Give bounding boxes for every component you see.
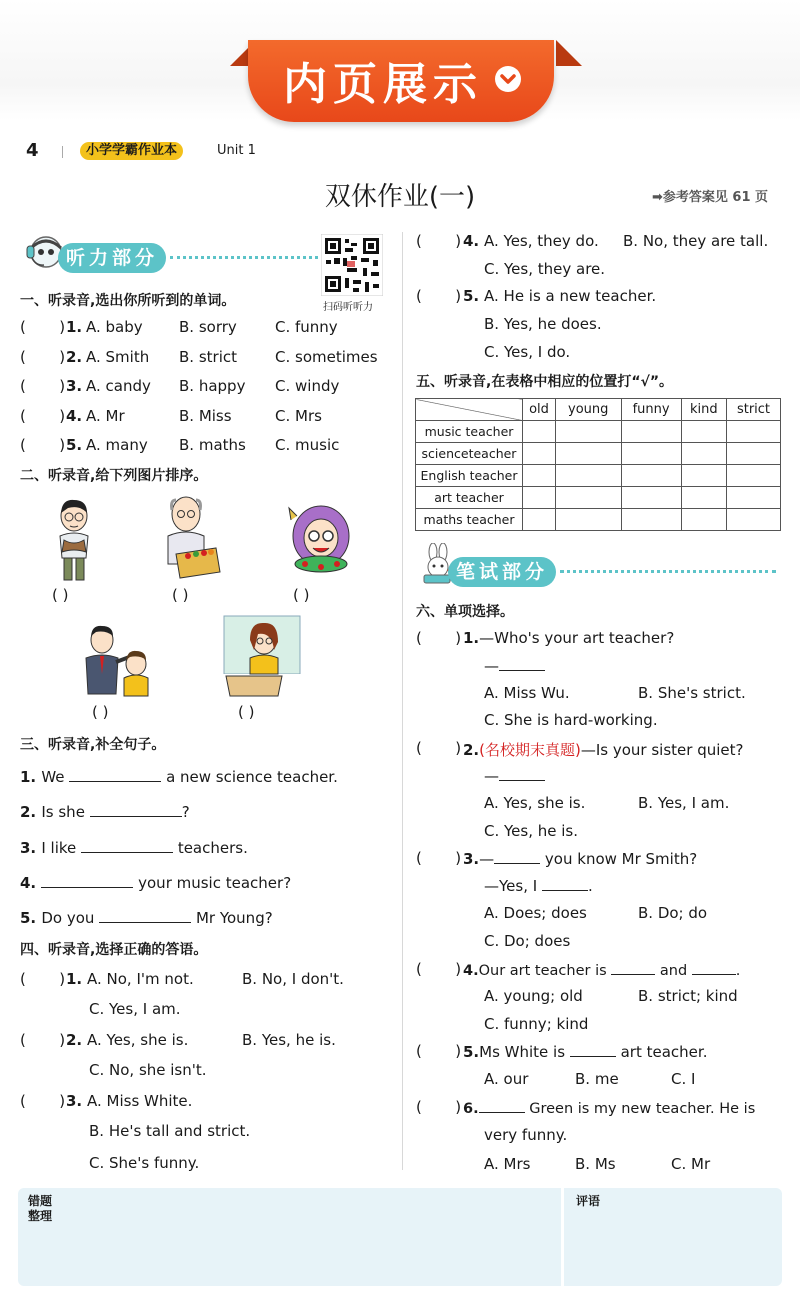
question-number: 2. xyxy=(66,347,83,366)
table-row-header: English teacher xyxy=(416,465,523,487)
part5-title: 五、听录音,在表格中相应的位置打“√”。 xyxy=(416,374,674,390)
picture-order-bracket[interactable]: ( ) xyxy=(293,586,310,604)
option-a[interactable]: A. baby xyxy=(86,318,143,336)
q6-5-option-b[interactable]: B. me xyxy=(575,1070,619,1088)
table-corner-cell xyxy=(416,399,523,421)
check-cell[interactable] xyxy=(681,443,726,465)
option-c[interactable]: C. She's funny. xyxy=(89,1154,200,1172)
q6-6-option-c[interactable]: C. Mr xyxy=(671,1155,711,1173)
q6-6-option-b[interactable]: B. Ms xyxy=(575,1155,616,1173)
option-c[interactable]: C. Yes, they are. xyxy=(484,260,606,278)
table-row-header: art teacher xyxy=(416,487,523,509)
option-c[interactable]: C. sometimes xyxy=(275,347,378,366)
table-row xyxy=(416,443,781,465)
question-number: 5. xyxy=(20,909,42,928)
option-b[interactable]: B. strict xyxy=(179,347,237,366)
check-cell[interactable] xyxy=(555,443,621,465)
q6-2-option-c[interactable]: C. Yes, he is. xyxy=(484,822,579,840)
question-number: 3. xyxy=(66,1092,83,1110)
option-a[interactable]: A. No, I'm not. xyxy=(87,970,194,988)
picture-teacher-at-podium xyxy=(222,612,302,704)
part3-title: 三、听录音,补全句子。 xyxy=(20,737,166,753)
picture-order-bracket[interactable]: ( ) xyxy=(238,703,255,721)
chevron-down-icon xyxy=(495,66,521,92)
fill-blank[interactable] xyxy=(81,838,173,853)
q6-6-question: 6. Green is my new teacher. He is xyxy=(463,1098,755,1117)
check-cell[interactable] xyxy=(523,421,556,443)
notes-divider xyxy=(561,1188,564,1286)
question-number: 3. xyxy=(66,377,83,395)
book-name-badge: 小学学霸作业本 xyxy=(80,142,183,160)
option-c[interactable]: C. music xyxy=(275,436,340,454)
table-column-header: strict xyxy=(727,399,781,421)
answer-bracket[interactable]: ( ) xyxy=(20,436,66,454)
banner-title: 内页展示 xyxy=(283,59,483,110)
picture-teacher-with-boy xyxy=(78,622,158,702)
q6-6-option-a[interactable]: A. Mrs xyxy=(484,1155,531,1173)
picture-funny-teacher-purple-hair xyxy=(285,502,355,584)
listening-heading: 听力部分 xyxy=(58,243,166,273)
fill-sentence xyxy=(20,802,190,821)
picture-order-bracket[interactable]: ( ) xyxy=(52,586,69,604)
part6-title: 六、单项选择。 xyxy=(416,604,514,620)
answer-bracket[interactable]: ( ) xyxy=(20,1031,66,1049)
option-a[interactable]: A. Miss White. xyxy=(87,1092,193,1110)
q6-2-question: 2.(名校期末真题)—Is your sister quiet? xyxy=(463,741,744,759)
sentence-end: Mr Young? xyxy=(191,909,273,928)
option-b[interactable]: B. sorry xyxy=(179,318,237,336)
check-cell[interactable] xyxy=(621,465,681,487)
fill-blank[interactable] xyxy=(494,849,540,864)
fill-blank[interactable] xyxy=(90,802,182,817)
table-column-header: kind xyxy=(681,399,726,421)
fill-blank[interactable] xyxy=(692,960,736,975)
table-row-header: scienceteacher xyxy=(416,443,523,465)
check-cell[interactable] xyxy=(555,465,621,487)
question-number: 2. xyxy=(20,803,42,822)
option-a[interactable]: A. Yes, they do. xyxy=(484,232,599,250)
fill-sentence xyxy=(20,873,291,892)
check-cell[interactable] xyxy=(555,509,621,531)
q6-3-option-b[interactable]: B. Do; do xyxy=(638,904,708,922)
q6-3-answer-line: —Yes, I . xyxy=(484,877,593,895)
option-c[interactable]: C. funny xyxy=(275,318,338,336)
option-a[interactable]: A. Mr xyxy=(86,406,125,425)
part1-title: 一、听录音,选出你所听到的单词。 xyxy=(20,293,236,309)
table-row-header: music teacher xyxy=(416,421,523,443)
q6-4-option-a[interactable]: A. young; old xyxy=(484,987,583,1005)
option-b[interactable]: B. No, I don't. xyxy=(242,970,344,988)
check-cell[interactable] xyxy=(727,421,781,443)
q6-6-question-cont: very funny. xyxy=(484,1126,568,1144)
sentence-start: Do you xyxy=(41,909,100,928)
table-row-header: maths teacher xyxy=(416,509,523,531)
q6-1-option-c[interactable]: C. She is hard-working. xyxy=(484,711,658,729)
answer-bracket[interactable]: ( ) xyxy=(20,970,66,988)
sentence-start: I like xyxy=(41,838,82,857)
option-c[interactable]: C. windy xyxy=(275,377,340,395)
question-number: 4. xyxy=(463,232,480,250)
option-c[interactable]: C. No, she isn't. xyxy=(89,1061,207,1079)
check-cell[interactable] xyxy=(523,443,556,465)
option-b[interactable]: B. Yes, he does. xyxy=(484,315,602,333)
table-column-header: old xyxy=(523,399,556,421)
picture-order-bracket[interactable]: ( ) xyxy=(172,586,189,604)
option-b[interactable]: B. He's tall and strict. xyxy=(89,1122,251,1140)
question-number: 1. xyxy=(20,768,42,786)
picture-young-teacher-glasses xyxy=(50,496,98,588)
option-c[interactable]: C. Yes, I am. xyxy=(89,1000,181,1018)
check-cell[interactable] xyxy=(727,443,781,465)
q6-2-option-b[interactable]: B. Yes, I am. xyxy=(638,794,730,812)
question-number: 5. xyxy=(66,436,83,454)
option-b[interactable]: B. happy xyxy=(179,377,246,395)
picture-order-bracket[interactable]: ( ) xyxy=(92,703,109,721)
dotted-rule xyxy=(170,256,318,259)
question-number: 4. xyxy=(66,406,83,425)
answer-bracket[interactable]: ( ) xyxy=(416,739,462,757)
fill-blank[interactable] xyxy=(69,767,161,782)
question-number: 4. xyxy=(20,873,42,892)
table-row xyxy=(416,421,781,443)
page-title: 双休作业(一) xyxy=(324,182,476,212)
answer-bracket[interactable]: ( ) xyxy=(20,318,66,336)
fill-blank[interactable] xyxy=(99,908,191,923)
page-number: 4 xyxy=(26,140,39,161)
option-a[interactable]: A. many xyxy=(86,436,148,454)
check-cell[interactable] xyxy=(681,487,726,509)
exam-source-tag: (名校期末真题) xyxy=(479,741,581,759)
qr-code-icon[interactable] xyxy=(321,234,383,300)
fill-sentence xyxy=(20,908,273,927)
fill-blank[interactable] xyxy=(542,876,588,891)
sentence-end: ? xyxy=(181,803,190,822)
part2-title: 二、听录音,给下列图片排序。 xyxy=(20,468,208,484)
fill-blank[interactable] xyxy=(479,1098,525,1113)
check-cell[interactable] xyxy=(727,487,781,509)
mistakes-label: 错题 整理 xyxy=(28,1194,53,1223)
check-cell[interactable] xyxy=(681,421,726,443)
answer-bracket[interactable]: ( ) xyxy=(416,1042,462,1060)
q6-4-option-b[interactable]: B. strict; kind xyxy=(638,987,738,1005)
option-b[interactable]: B. Miss xyxy=(179,406,232,425)
q6-4-question: 4.Our art teacher is and . xyxy=(463,960,740,979)
question-number: 1. xyxy=(66,318,83,336)
question-number: 5. xyxy=(463,287,480,305)
check-cell[interactable] xyxy=(621,487,681,509)
fill-blank[interactable] xyxy=(41,873,133,888)
table-row xyxy=(416,509,781,531)
writing-heading: 笔试部分 xyxy=(448,557,556,587)
sentence-end: your music teacher? xyxy=(133,873,292,892)
banner-fold-right xyxy=(556,40,582,66)
answer-bracket[interactable]: ( ) xyxy=(416,849,462,867)
q6-5-option-c[interactable]: C. I xyxy=(671,1070,696,1088)
option-b[interactable]: B. maths xyxy=(179,436,246,454)
check-cell[interactable] xyxy=(555,487,621,509)
answer-bracket[interactable]: ( ) xyxy=(20,406,66,425)
check-cell[interactable] xyxy=(621,509,681,531)
answer-bracket[interactable]: ( ) xyxy=(416,960,462,978)
option-a[interactable]: A. candy xyxy=(86,377,151,395)
unit-label: Unit 1 xyxy=(217,143,256,158)
answer-bracket[interactable]: ( ) xyxy=(416,1098,462,1116)
fill-sentence xyxy=(20,838,248,857)
table-column-header: young xyxy=(555,399,621,421)
q6-1-option-b[interactable]: B. She's strict. xyxy=(638,684,746,702)
question-number: 1. xyxy=(66,970,83,988)
option-c[interactable]: C. Mrs xyxy=(275,406,322,425)
q6-1-question: 1.—Who's your art teacher? xyxy=(463,629,675,647)
check-cell[interactable] xyxy=(523,465,556,487)
picture-old-teacher-fruit xyxy=(160,492,222,586)
q6-3-option-a[interactable]: A. Does; does xyxy=(484,904,587,922)
check-cell[interactable] xyxy=(681,509,726,531)
check-cell[interactable] xyxy=(621,443,681,465)
check-cell[interactable] xyxy=(681,465,726,487)
fill-blank[interactable] xyxy=(611,960,655,975)
notes-area[interactable] xyxy=(18,1188,782,1286)
fill-sentence xyxy=(20,767,338,786)
dotted-rule xyxy=(560,570,776,573)
option-a[interactable]: A. He is a new teacher. xyxy=(484,287,657,305)
sentence-end: a new science teacher. xyxy=(161,768,338,786)
sentence-start: Is she xyxy=(41,803,90,822)
comments-label: 评语 xyxy=(576,1194,601,1208)
option-a[interactable]: A. Smith xyxy=(86,347,150,366)
q6-3-option-c[interactable]: C. Do; does xyxy=(484,932,571,950)
q6-2-answer-line[interactable]: — xyxy=(484,766,545,785)
question-number: 2. xyxy=(66,1031,83,1049)
part4-title: 四、听录音,选择正确的答语。 xyxy=(20,942,208,958)
q6-1-answer-line[interactable]: — xyxy=(484,656,545,675)
option-b[interactable]: B. Yes, he is. xyxy=(242,1031,336,1049)
q6-5-question: 5.Ms White is art teacher. xyxy=(463,1043,708,1061)
q6-1-option-a[interactable]: A. Miss Wu. xyxy=(484,684,570,702)
q6-2-option-a[interactable]: A. Yes, she is. xyxy=(484,794,586,812)
option-c[interactable]: C. Yes, I do. xyxy=(484,343,571,361)
check-cell[interactable] xyxy=(523,487,556,509)
sentence-end: teachers. xyxy=(173,838,248,857)
checklist-table xyxy=(415,398,781,531)
answer-reference: ➡参考答案见 61 页 xyxy=(652,190,769,205)
answer-bracket[interactable]: ( ) xyxy=(20,347,66,366)
fill-blank[interactable] xyxy=(570,1042,616,1057)
sentence-start: We xyxy=(41,768,70,786)
table-column-header: funny xyxy=(621,399,681,421)
question-number: 3. xyxy=(20,838,42,857)
qr-label: 扫码听听力 xyxy=(323,302,373,313)
answer-bracket[interactable]: ( ) xyxy=(416,629,462,647)
arrow-right-icon: ➡ xyxy=(652,190,663,205)
check-cell[interactable] xyxy=(727,509,781,531)
answer-bracket[interactable]: ( ) xyxy=(416,232,462,250)
table-row xyxy=(416,487,781,509)
table-row xyxy=(416,465,781,487)
check-cell[interactable] xyxy=(727,465,781,487)
column-divider xyxy=(402,232,403,1170)
check-cell[interactable] xyxy=(523,509,556,531)
option-a[interactable]: A. Yes, she is. xyxy=(87,1031,189,1049)
check-cell[interactable] xyxy=(621,421,681,443)
q6-4-option-c[interactable]: C. funny; kind xyxy=(484,1015,589,1033)
header-separator xyxy=(62,146,63,158)
option-b[interactable]: B. No, they are tall. xyxy=(623,232,769,250)
answer-bracket[interactable]: ( ) xyxy=(20,1092,66,1110)
q6-5-option-a[interactable]: A. our xyxy=(484,1070,529,1088)
answer-bracket[interactable]: ( ) xyxy=(416,287,462,305)
q6-3-question: 3.— you know Mr Smith? xyxy=(463,850,698,868)
check-cell[interactable] xyxy=(555,421,621,443)
answer-bracket[interactable]: ( ) xyxy=(20,377,66,395)
